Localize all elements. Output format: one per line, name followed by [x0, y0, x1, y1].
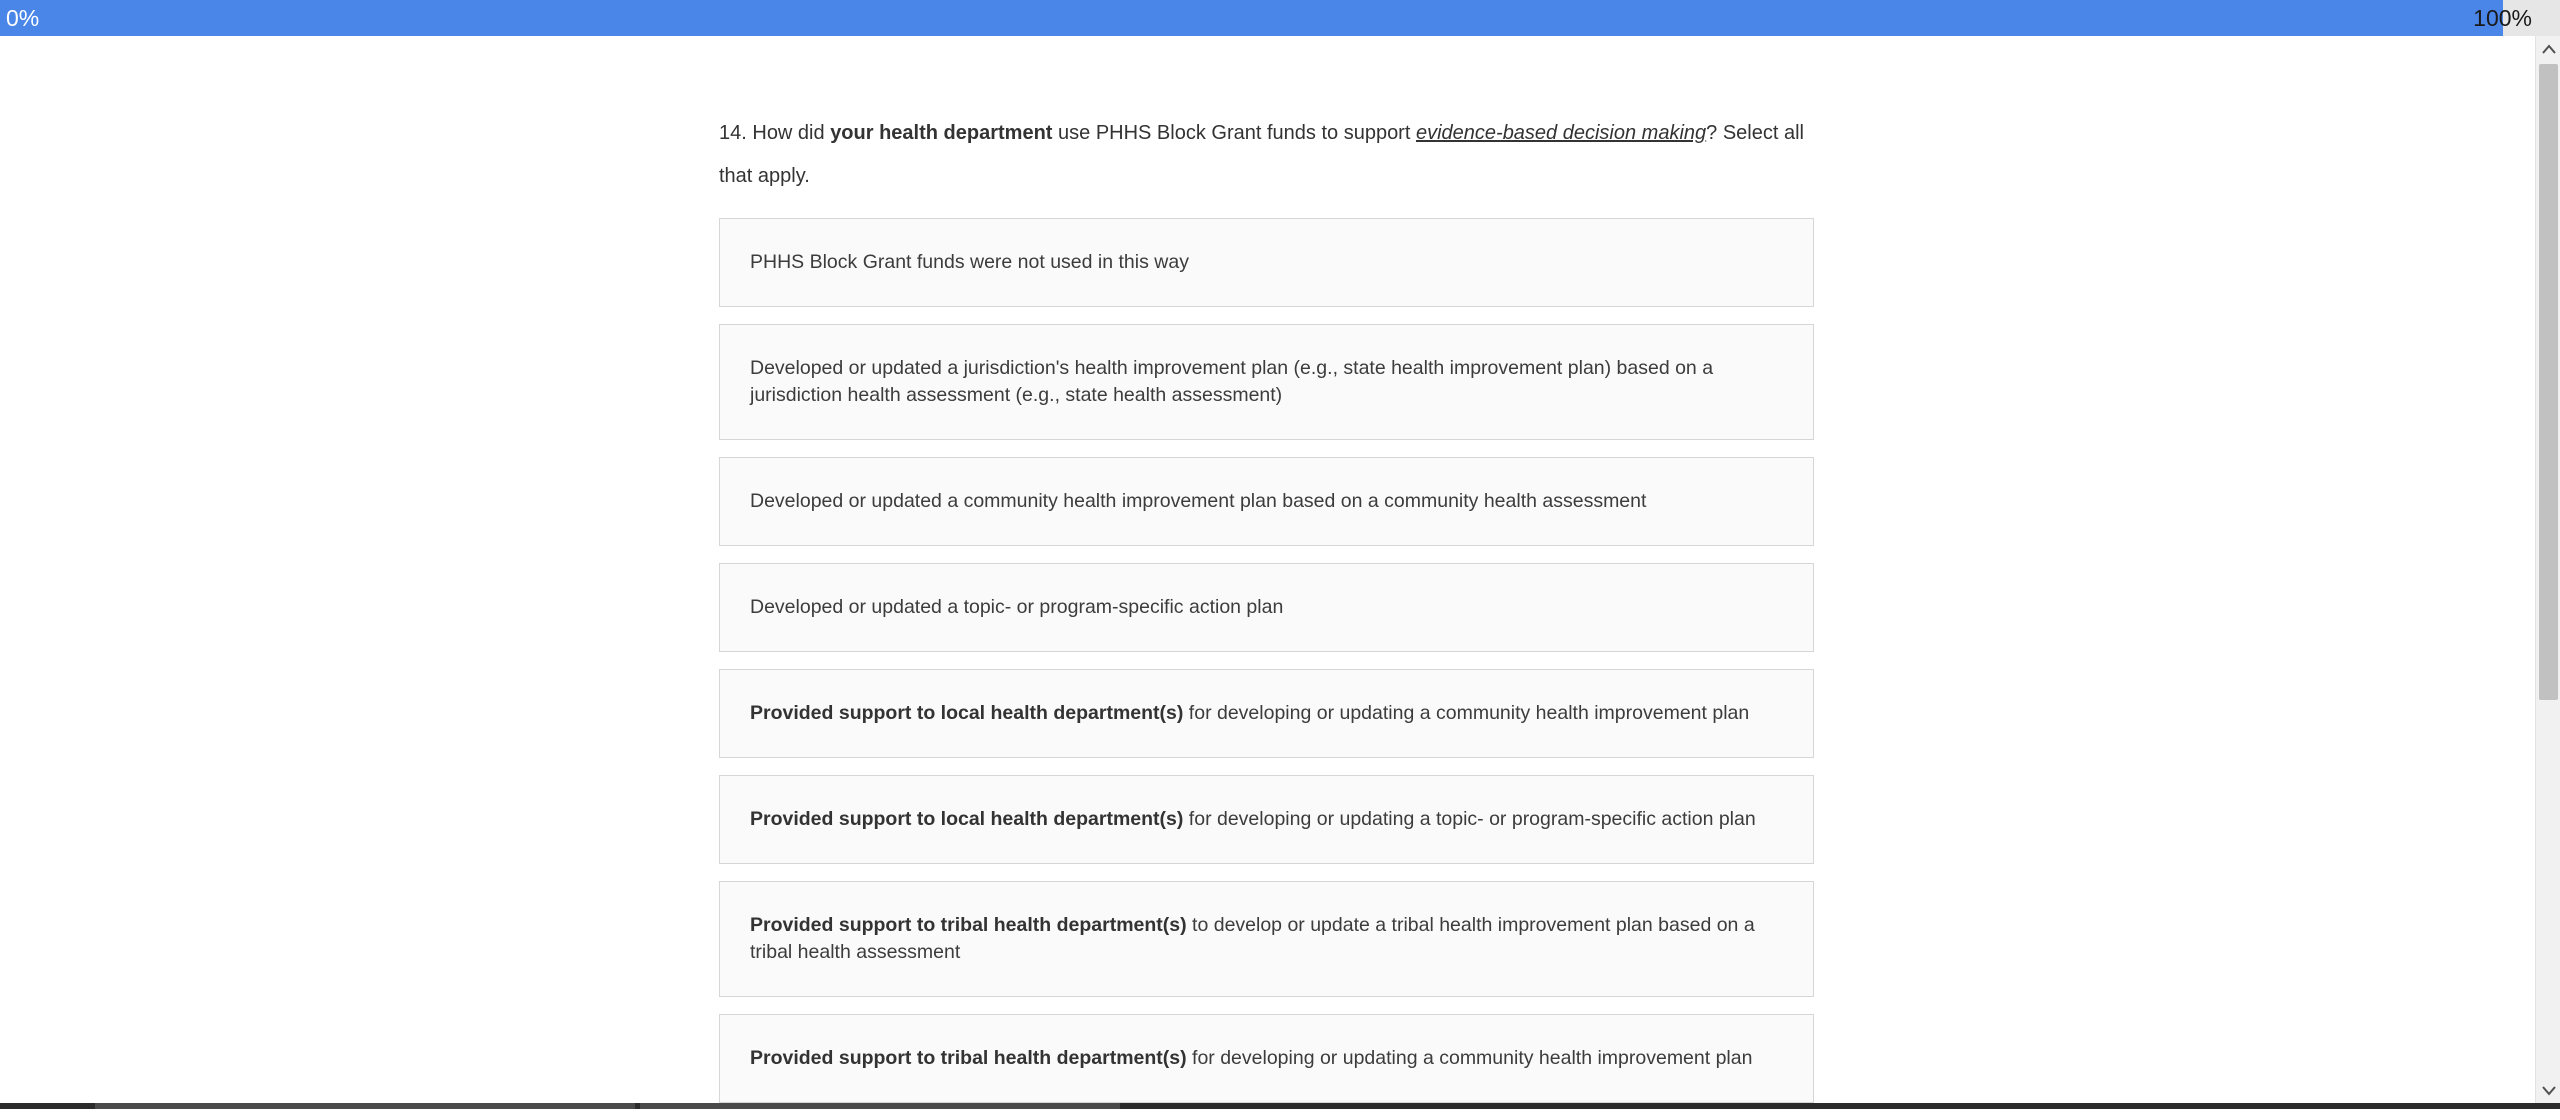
choice-text: to develop or update a tribal health improvement plan based on a tribal health assessment	[750, 914, 1755, 963]
choice-option[interactable]	[719, 324, 1814, 440]
choice-text: Developed or updated a topic- or program-specific action plan	[750, 596, 1284, 618]
chevron-up-icon[interactable]	[2536, 36, 2560, 62]
question-text	[719, 112, 1815, 198]
choice-bold-text: Provided support to local health department(s)	[750, 808, 1184, 830]
definition-link[interactable]: evidence-based decision making	[1415, 122, 1707, 144]
choice-text: Developed or updated a jurisdiction's health improvement plan (e.g., state health improvement plan) based on a jurisdiction health assessment (e.g., state health assessment)	[750, 357, 1714, 406]
choice-bold-text: Provided support to tribal health department(s)	[750, 914, 1187, 936]
choice-option[interactable]	[719, 775, 1814, 864]
question-bold-term: your health department	[830, 122, 1053, 144]
progress-fill	[0, 0, 2503, 36]
vertical-scrollbar[interactable]	[2535, 36, 2560, 1103]
bottom-edge-segment	[640, 1103, 1120, 1109]
survey-content	[719, 112, 1815, 1120]
choice-option[interactable]	[719, 881, 1814, 997]
bottom-edge-segment	[95, 1103, 635, 1109]
scrollbar-thumb[interactable]	[2539, 64, 2558, 700]
choice-bold-text: Provided support to tribal health department(s)	[750, 1047, 1187, 1069]
choice-list	[719, 218, 1815, 1103]
progress-end-label: 100%	[2473, 5, 2532, 31]
choice-bold-text: Provided support to local health department(s)	[750, 702, 1184, 724]
choice-option[interactable]	[719, 669, 1814, 758]
choice-option[interactable]	[719, 457, 1814, 546]
question-middle: use PHHS Block Grant funds to support	[1052, 122, 1416, 144]
choice-text: Developed or updated a community health improvement plan based on a community health assessment	[750, 490, 1647, 512]
question-number: 14.	[719, 122, 747, 144]
choice-text: for developing or updating a community health improvement plan	[1183, 702, 1750, 724]
question-suffix: ? Select all that apply.	[719, 122, 1804, 187]
choice-text: for developing or updating a topic- or program-specific action plan	[1183, 808, 1756, 830]
choice-option[interactable]	[719, 563, 1814, 652]
choice-option[interactable]	[719, 218, 1814, 307]
choice-text: for developing or updating a community health improvement plan	[1186, 1047, 1753, 1069]
bottom-edge	[0, 1103, 2560, 1109]
question-prefix: How did	[746, 122, 831, 144]
choice-text: PHHS Block Grant funds were not used in this way	[750, 251, 1189, 273]
choice-option[interactable]	[719, 1014, 1814, 1103]
chevron-down-icon[interactable]	[2536, 1077, 2560, 1103]
progress-bar	[0, 0, 2560, 36]
progress-start-label: 0%	[6, 5, 40, 31]
